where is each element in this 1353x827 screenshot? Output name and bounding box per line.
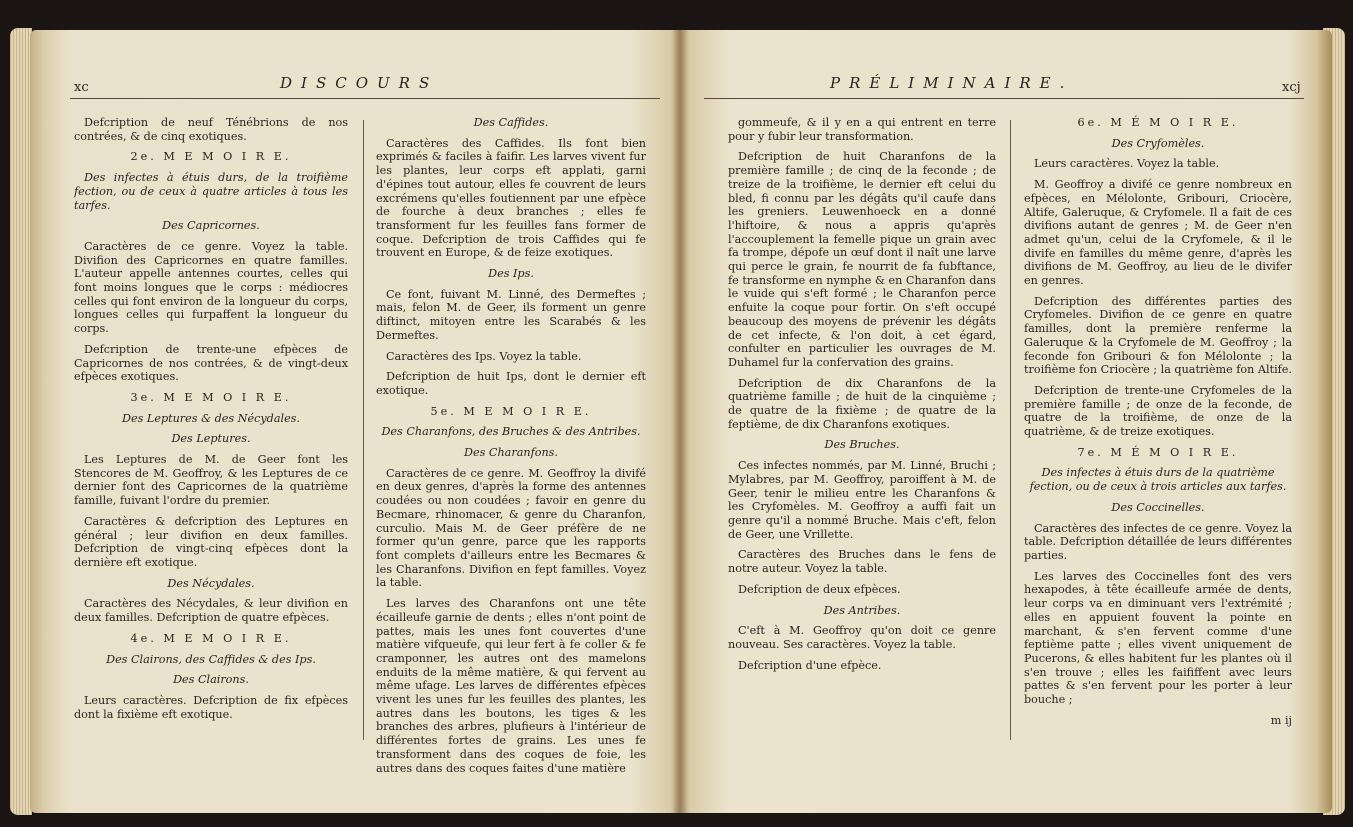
subsection-title: Des Leptures. xyxy=(171,432,251,446)
memoir-heading: 3e. M E M O I R E. xyxy=(130,390,292,404)
paragraph: Caractères des Bruches dans le fens de notre auteur. Voyez la table. xyxy=(728,548,996,576)
left-page xyxy=(30,30,680,813)
right-column-1 xyxy=(728,116,996,679)
paragraph: Les larves des Coccinelles font des vers hexapodes, à tête écailleufe armée de dents, leur corps va en diminuant vers l'extrémité ; elles en appuient fouvent la pointe en marchant, & s'en fervent comme d'une feptième patte ; elles vivent uniquement de Pucerons, & elles habitent fur les plantes où il s'en trouve ; elles les faififfent avec leurs pattes & s'en fervent pour les porter à leur bouche ; xyxy=(1024,569,1292,707)
paragraph: Defcription de dix Charanfons de la quatrième famille ; de huit de la cinquième ; de quatre de la fixième ; de quatre de la feptième, de dix Charanfons exotiques. xyxy=(728,376,996,431)
section-title: Des Charanfons, des Bruches & des Antribes. xyxy=(381,425,641,439)
paragraph: Defcription d'une efpèce. xyxy=(738,658,882,672)
right-column-separator xyxy=(1010,120,1011,740)
paragraph: Caractères des infectes de ce genre. Voyez la table. Defcription détaillée de leurs différentes parties. xyxy=(1024,521,1292,562)
left-header-rule xyxy=(70,98,660,99)
right-page-number: xcj xyxy=(1282,80,1301,95)
section-title: Des infectes à étuis durs, de la troifième fection, ou de ceux à quatre articles à tous les tarfes. xyxy=(74,171,348,212)
left-running-head: DISCOURS xyxy=(280,74,439,92)
paragraph: Caractères & defcription des Leptures en général ; leur divifion en deux familles. Defcription de vingt-cinq efpèces dont la dernière eft exotique. xyxy=(74,514,348,569)
right-page xyxy=(680,30,1332,813)
paragraph: Defcription de trente-une Cryfomeles de la première famille ; de onze de la feconde, de quatre de la troifième, de onze de la quatrième, & de treize exotiques. xyxy=(1024,383,1292,439)
paragraph: Leurs caractères. Defcription de fix efpèces dont la fixième eft exotique. xyxy=(74,693,348,721)
subsection-title: Des Capricornes. xyxy=(162,219,260,233)
paragraph: Leurs caractères. Voyez la table. xyxy=(1034,157,1220,171)
paragraph: Caractères des Caffides. Ils font bien exprimés & faciles à faifir. Les larves vivent fur les plantes, leur corps eft applati, garni d'épines tout autour, elles fe couvrent de leurs excrémens qu'elles foutiennent par une efpèce de fourche à deux branches ; elles fe transforment fur les feuilles fans former de coque. Defcription de trois Caffides qui fe trouvent en Europe, & de feize exotiques. xyxy=(376,136,646,260)
paragraph: Ces infectes nommés, par M. Linné, Bruchi ; Mylabres, par M. Geoffroy, paroiffent à M. de Geer, tenir le milieu entre les Charanfons & les Cryfomèles. M. Geoffroy a auffi fait un genre qu'il a nommé Bruche. Mais c'eft, felon de Geer, une Vrillette. xyxy=(728,459,996,541)
section-title: Des infectes à étuis durs de la quatrième fection, ou de ceux à trois articles aux tarfes. xyxy=(1029,466,1287,494)
memoir-heading: 7e. M É M O I R E. xyxy=(1077,445,1239,459)
left-column-1 xyxy=(74,116,348,728)
paragraph: Defcription des différentes parties des Cryfomeles. Divifion de ce genre en quatre familles, dont la première renferme la Galeruque & la Cryfomele de M. Geoffroy ; la feconde fon Gribouri & fon Mélolonte ; la troifième fon Criocère ; la quatrième fon Altife. xyxy=(1024,294,1292,377)
paragraph: Caractères de ce genre. M. Geoffroy la divifé en deux genres, d'après la forme des antennes coudées ou non coudées ; favoir en genre du Becmare, rhinomacer, & genre du Charanfon, curculio. Mais M. de Geer préfère de ne former qu'un genre, parce que les rapports font complets d'ailleurs entre les Becmares & les Charanfons. Divifion en fept familles. Voyez la table. xyxy=(376,466,646,590)
paragraph: Ce font, fuivant M. Linné, des Dermeftes ; mais, felon M. de Geer, ils forment un genre diftinct, mitoyen entre les Scarabés & les Dermeftes. xyxy=(376,287,646,342)
section-title: Des Cryfomèles. xyxy=(1111,136,1205,150)
subsection-title: Des Coccinelles. xyxy=(1111,500,1205,514)
subsection-title: Des Caffides. xyxy=(473,116,549,129)
memoir-heading: 2e. M E M O I R E. xyxy=(130,150,292,164)
paragraph: Caractères des Nécydales, & leur divifion en deux familles. Defcription de quatre efpèces. xyxy=(74,597,348,625)
right-column-2 xyxy=(1024,116,1292,734)
paragraph: Les Leptures de M. de Geer font les Stencores de M. Geoffroy, & les Leptures de ce dernier font des Capricornes de la quatrième famille, fuivant l'ordre du premier. xyxy=(74,453,348,508)
book-gutter xyxy=(672,30,688,813)
paragraph: Caractères des Ips. Voyez la table. xyxy=(386,349,582,363)
subsection-title: Des Clairons. xyxy=(173,673,249,687)
left-page-edges xyxy=(10,28,32,815)
paragraph: Defcription de neuf Ténébrions de nos contrées, & de cinq exotiques. xyxy=(74,116,348,143)
memoir-heading: 5e. M E M O I R E. xyxy=(430,404,592,418)
paragraph: Defcription de deux efpèces. xyxy=(738,582,901,596)
paragraph: gommeufe, & il y en a qui entrent en terre pour y fubir leur transformation. xyxy=(728,116,996,143)
paragraph: C'eft à M. Geoffroy qu'on doit ce genre nouveau. Ses caractères. Voyez la table. xyxy=(728,624,996,651)
signature-mark: m ij xyxy=(1270,713,1292,727)
paragraph: Defcription de trente-une efpèces de Capricornes de nos contrées, & de vingt-deux efpèces exotiques. xyxy=(74,342,348,384)
section-title: Des Leptures & des Nécydales. xyxy=(122,411,300,425)
paragraph: Les larves des Charanfons ont une tête écailleufe garnie de dents ; elles n'ont point de pattes, mais les unes font couvertes d'une matière vifqueufe, qui leur fert à fe coller & fe cramponner, les autres ont des mamelons enduits de la même matière, & qui fervent au même ufage. Les larves de différentes efpèces vivent les unes fur les feuilles des plantes, les autres dans les boutons, les tiges & les branches des arbres, plufieurs à l'intérieur de différentes fortes de grains. Les unes fe transforment dans des coques de foie, les autres dans des coques faites d'une matière xyxy=(376,597,646,775)
section-title: Des Clairons, des Caffides & des Ips. xyxy=(106,652,316,666)
paragraph: M. Geoffroy a divifé ce genre nombreux en efpèces, en Mélolonte, Gribouri, Criocère, Altife, Galeruque, & Cryfomele. Il a fait de ces divifions autant de genres ; M. de Geer n'en admet qu'un, celui de la Cryfomele, & il le divife en familles du même genre, d'après les divifions de M. Geoffroy, au lieu de le divifer en genres. xyxy=(1024,178,1292,288)
subsection-title: Des Charanfons. xyxy=(464,446,558,460)
subsection-title: Des Bruches. xyxy=(824,438,900,452)
memoir-heading: 6e. M É M O I R E. xyxy=(1077,116,1239,129)
subsection-title: Des Ips. xyxy=(488,267,534,281)
subsection-title: Des Antribes. xyxy=(823,603,901,617)
memoir-heading: 4e. M E M O I R E. xyxy=(130,631,292,645)
right-running-head: PRÉLIMINAIRE. xyxy=(830,74,1074,92)
left-column-2 xyxy=(376,116,646,782)
paragraph: Defcription de huit Ips, dont le dernier eft exotique. xyxy=(376,370,646,397)
subsection-title: Des Nécydales. xyxy=(167,576,255,590)
paragraph: Defcription de huit Charanfons de la première famille ; de cinq de la feconde ; de treize de la troifième, le dernier eft celui du bled, fi connu par les dégâts qu'il caufe dans les greniers. Leuwenhoeck en a donné l'hiftoire, & nous a appris qu'après l'accouplement la femelle pique un grain avec fa trompe, dépofe un œuf dont il naît une larve qui perce le grain, fe nourrit de fa fubftance, fe transforme en nymphe & en Charanfon dans le vuide qui s'eft formé ; le Charanfon perce enfuite la coque pour fortir. On s'eft occupé beaucoup des moyens de prévenir les dégâts de cet infecte, & l'on doit, à cet égard, confulter en particulier les ouvrages de M. Duhamel fur la confervation des grains. xyxy=(728,150,996,369)
left-column-separator xyxy=(363,120,364,740)
paragraph: Caractères de ce genre. Voyez la table. Divifion des Capricornes en quatre familles. L'auteur appelle antennes courtes, celles qui font moins longues que le corps : médiocres celles qui font environ de la longueur du corps, longues celles qui furpaffent la longueur du corps. xyxy=(74,239,348,336)
left-page-number: xc xyxy=(74,80,89,95)
right-header-rule xyxy=(704,98,1304,99)
